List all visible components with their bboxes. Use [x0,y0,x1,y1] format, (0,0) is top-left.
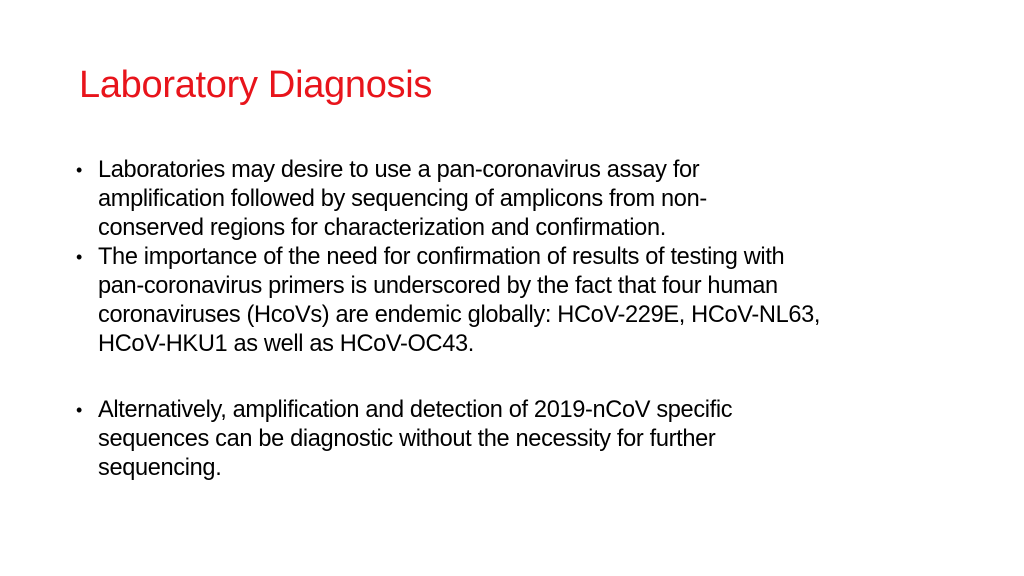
bullet-dot-icon: • [76,160,82,180]
bullet-text-line: conserved regions for characterization and confirmation. [98,215,666,241]
bullet-dot-icon: • [76,400,82,420]
bullet-text-line: pan-coronavirus primers is underscored by the fact that four human [98,273,778,299]
bullet-dot-icon: • [76,247,82,267]
bullet-item-1 [72,156,972,243]
bullet-item-3 [72,396,972,483]
bullet-item-2 [72,243,972,359]
slide-title: Laboratory Diagnosis [79,64,433,106]
bullet-text-line: sequences can be diagnostic without the necessity for further [98,426,716,452]
bullet-text-line: Alternatively, amplification and detection of 2019-nCoV specific [98,397,733,423]
bullet-text-line: The importance of the need for confirmation of results of testing with [98,244,785,270]
bullet-text-line: sequencing. [98,455,222,481]
bullet-list [72,156,972,483]
bullet-text-line: amplification followed by sequencing of amplicons from non- [98,186,707,212]
bullet-text-line: Laboratories may desire to use a pan-coronavirus assay for [98,157,700,183]
bullet-text-line: HCoV-HKU1 as well as HCoV-OC43. [98,331,474,357]
bullet-text-line: coronaviruses (HcoVs) are endemic globally: HCoV-229E, HCoV-NL63, [98,302,821,328]
